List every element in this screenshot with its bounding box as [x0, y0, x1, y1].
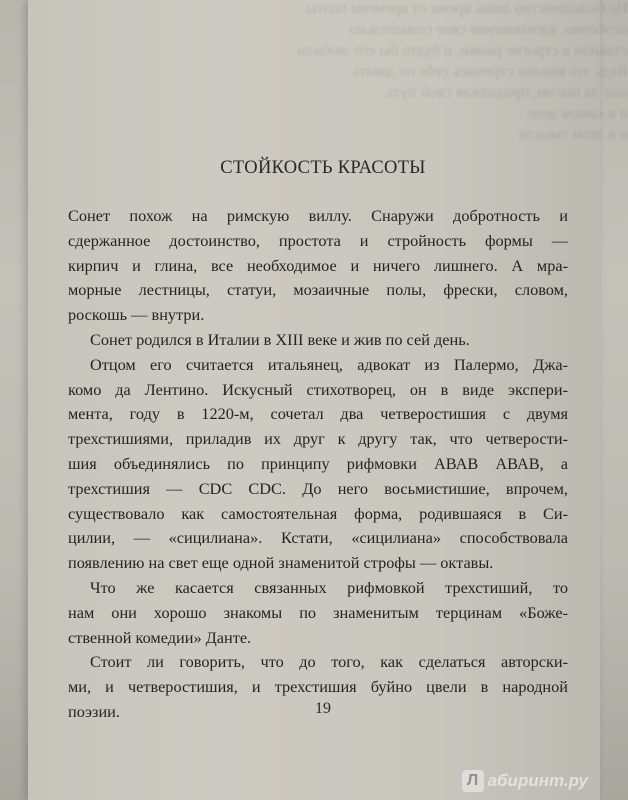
text-line: цилии, — «сицилиана». Кстати, «сицилиана» способствовала — [68, 528, 568, 548]
page-number: 19 — [315, 700, 331, 717]
text-line: нам они хорошо знакомы по знаменитым терцинам «Боже- — [68, 602, 568, 622]
watermark-text: абиринт.ру — [487, 771, 588, 790]
text-line: существовало как самостоятельная форма, родившаяся в Си- — [68, 503, 568, 523]
bleed-line: Ведь это вполне стремясь себе не давать — [351, 63, 628, 80]
text-line: Сонет родился в Италии в XIII веке и жив по сей день. — [90, 329, 470, 349]
text-line: Что же касается связанных рифмовкой трехстиший, то — [90, 577, 568, 597]
text-line: шия объединялись по принципу рифмовки АВАВ АВАВ, а — [68, 453, 568, 473]
text-line: роскошь — внутри. — [68, 305, 205, 325]
bleed-line: и в самом деле — [527, 105, 628, 122]
text-line: ми, и четверостишия, и трехстишия буйно цвели в народной — [68, 677, 568, 697]
bleed-line: ставили в строгие рамки, и будто бы его любили — [296, 42, 628, 59]
text-line: комо да Лентино. Искусный стихотворец, он в виде экспери- — [68, 379, 568, 399]
watermark-logo — [462, 770, 588, 792]
text-line: морные лестницы, статуи, мозаичные полы, фрески, словом, — [68, 280, 568, 300]
watermark-badge-icon: Л — [462, 770, 484, 792]
body-text — [68, 204, 568, 725]
bleed-through-text — [258, 0, 628, 160]
book-page — [28, 0, 628, 800]
bleed-line: особенно, вдохновение свое сознательно — [349, 21, 628, 38]
text-line: Сонет похож на римскую виллу. Снаружи добротность и — [68, 206, 568, 225]
bleed-line: и в этом смысле — [518, 126, 628, 143]
text-line: кирпич и глина, все необходимое и ничего лишнего. А мра- — [68, 255, 568, 275]
text-line: Отцом его считается итальянец, адвокат из Палермо, Джа- — [90, 354, 568, 374]
bleed-line: Не большинство лишь время от времени поэты — [305, 0, 628, 17]
text-line: мента, году в 1220-м, сочетал два четверостишия с двумя — [68, 404, 568, 424]
text-line: ственной комедии» Данте. — [68, 627, 252, 647]
text-line: трехстишия — CDC CDC. До него восьмистишие, впрочем, — [68, 478, 568, 498]
text-line: Стоит ли говорить, что до того, как сделаться авторски- — [90, 652, 568, 672]
chapter-title: СТОЙКОСТЬ КРАСОТЫ — [220, 158, 426, 178]
bleed-line: шаг за шагом, продолжая свой путь — [385, 84, 628, 101]
text-line: поэзии. — [68, 701, 120, 721]
text-line: трехстишиями, приладив их друг к другу так, что четверости- — [68, 429, 568, 449]
text-line: появлению на свет еще одной знаменитой строфы — октавы. — [68, 553, 494, 573]
text-line: сдержанное достоинство, простота и стройность формы — — [68, 230, 568, 250]
